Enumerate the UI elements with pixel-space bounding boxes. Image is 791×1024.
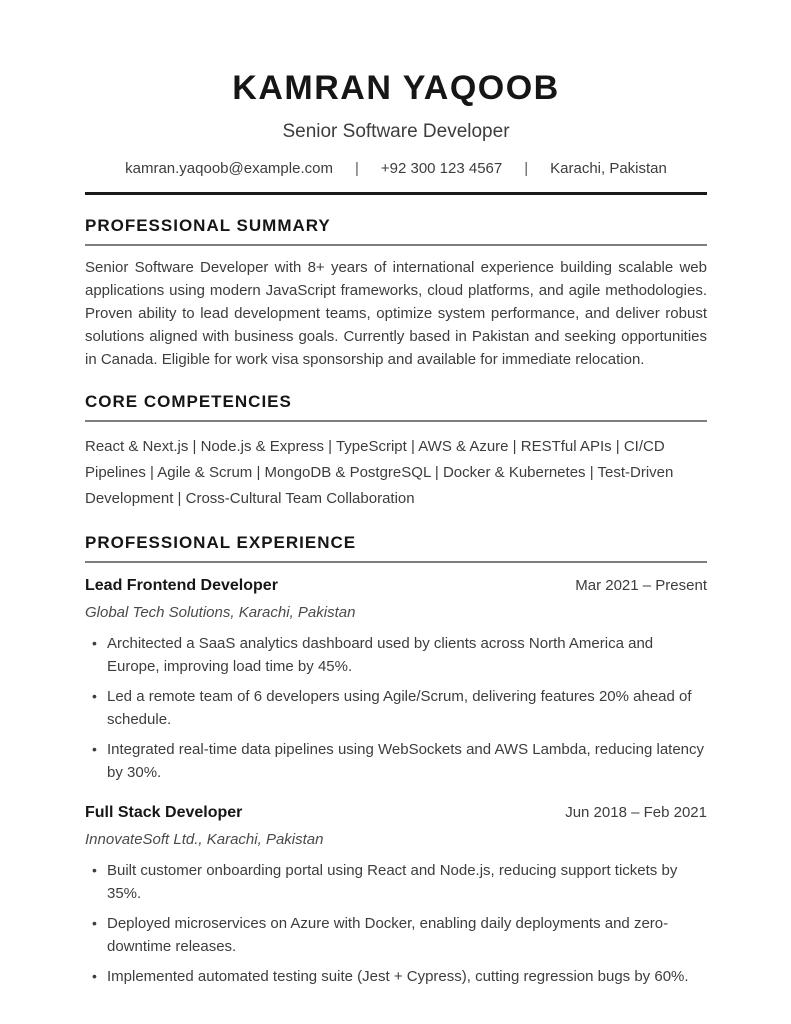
job-bullet: • Architected a SaaS analytics dashboard used by clients across North America and Europe, improving load time by 45%. [85, 632, 707, 678]
job-bullet: • Led a remote team of 6 developers using Agile/Scrum, delivering features 20% ahead of schedule. [85, 685, 707, 731]
section-heading-underline [85, 244, 707, 246]
competencies-list: React & Next.js | Node.js & Express | TypeScript | AWS & Azure | RESTful APIs | CI/CD Pipelines | Agile & Scrum | MongoDB & PostgreSQL | Docker & Kubernetes | Test-Driven Development | Cross-Cultural Team Collaboration [85, 438, 674, 507]
section-heading-summary: PROFESSIONAL SUMMARY [85, 216, 331, 235]
contact-email: kamran.yaqoob@example.com [125, 160, 333, 177]
job-entry [85, 575, 707, 784]
contact-separator: | [524, 160, 529, 177]
job-bullet-list [85, 632, 707, 784]
contact-line [85, 159, 707, 179]
job-list [85, 575, 707, 988]
job-bullet: • Integrated real-time data pipelines using WebSockets and AWS Lambda, reducing latency by 30%. [85, 738, 707, 784]
resume-header [85, 68, 707, 195]
job-bullet-list [85, 859, 707, 988]
summary-paragraph: Senior Software Developer with 8+ years of international experience building scalable web applications using modern JavaScript frameworks, cloud platforms, and agile methodologies. Proven ability to lead development teams, optimize system performance, and deliver robust solutions aligned with business goals. Currently based in Pakistan and seeking opportunities in Canada. Eligible for work visa sponsorship and available for immediate relocation. [85, 259, 707, 368]
job-dates: Mar 2021 – Present [575, 577, 707, 594]
header-divider [85, 192, 707, 195]
job-dates: Jun 2018 – Feb 2021 [565, 804, 707, 821]
job-header [85, 575, 707, 597]
candidate-title: Senior Software Developer [282, 121, 510, 142]
job-title: Full Stack Developer [85, 804, 243, 821]
section-heading-experience: PROFESSIONAL EXPERIENCE [85, 533, 357, 552]
job-company: InnovateSoft Ltd., Karachi, Pakistan [85, 831, 324, 848]
contact-separator: | [354, 160, 359, 177]
section-heading-underline [85, 561, 707, 563]
job-entry [85, 802, 707, 988]
section-professional-experience [85, 532, 707, 988]
section-heading-underline [85, 420, 707, 422]
contact-location: Karachi, Pakistan [550, 160, 667, 177]
job-bullet: • Deployed microservices on Azure with Docker, enabling daily deployments and zero-downtime releases. [85, 912, 707, 958]
section-professional-summary [85, 215, 707, 371]
job-bullet: • Implemented automated testing suite (Jest + Cypress), cutting regression bugs by 60%. [85, 965, 707, 988]
section-core-competencies [85, 391, 707, 512]
candidate-name: KAMRAN YAQOOB [232, 69, 560, 107]
job-company: Global Tech Solutions, Karachi, Pakistan [85, 604, 356, 621]
job-bullet: • Built customer onboarding portal using React and Node.js, reducing support tickets by 35%. [85, 859, 707, 905]
job-title: Lead Frontend Developer [85, 577, 278, 594]
contact-phone: +92 300 123 4567 [380, 160, 503, 177]
section-heading-competencies: CORE COMPETENCIES [85, 392, 292, 411]
job-header [85, 802, 707, 824]
